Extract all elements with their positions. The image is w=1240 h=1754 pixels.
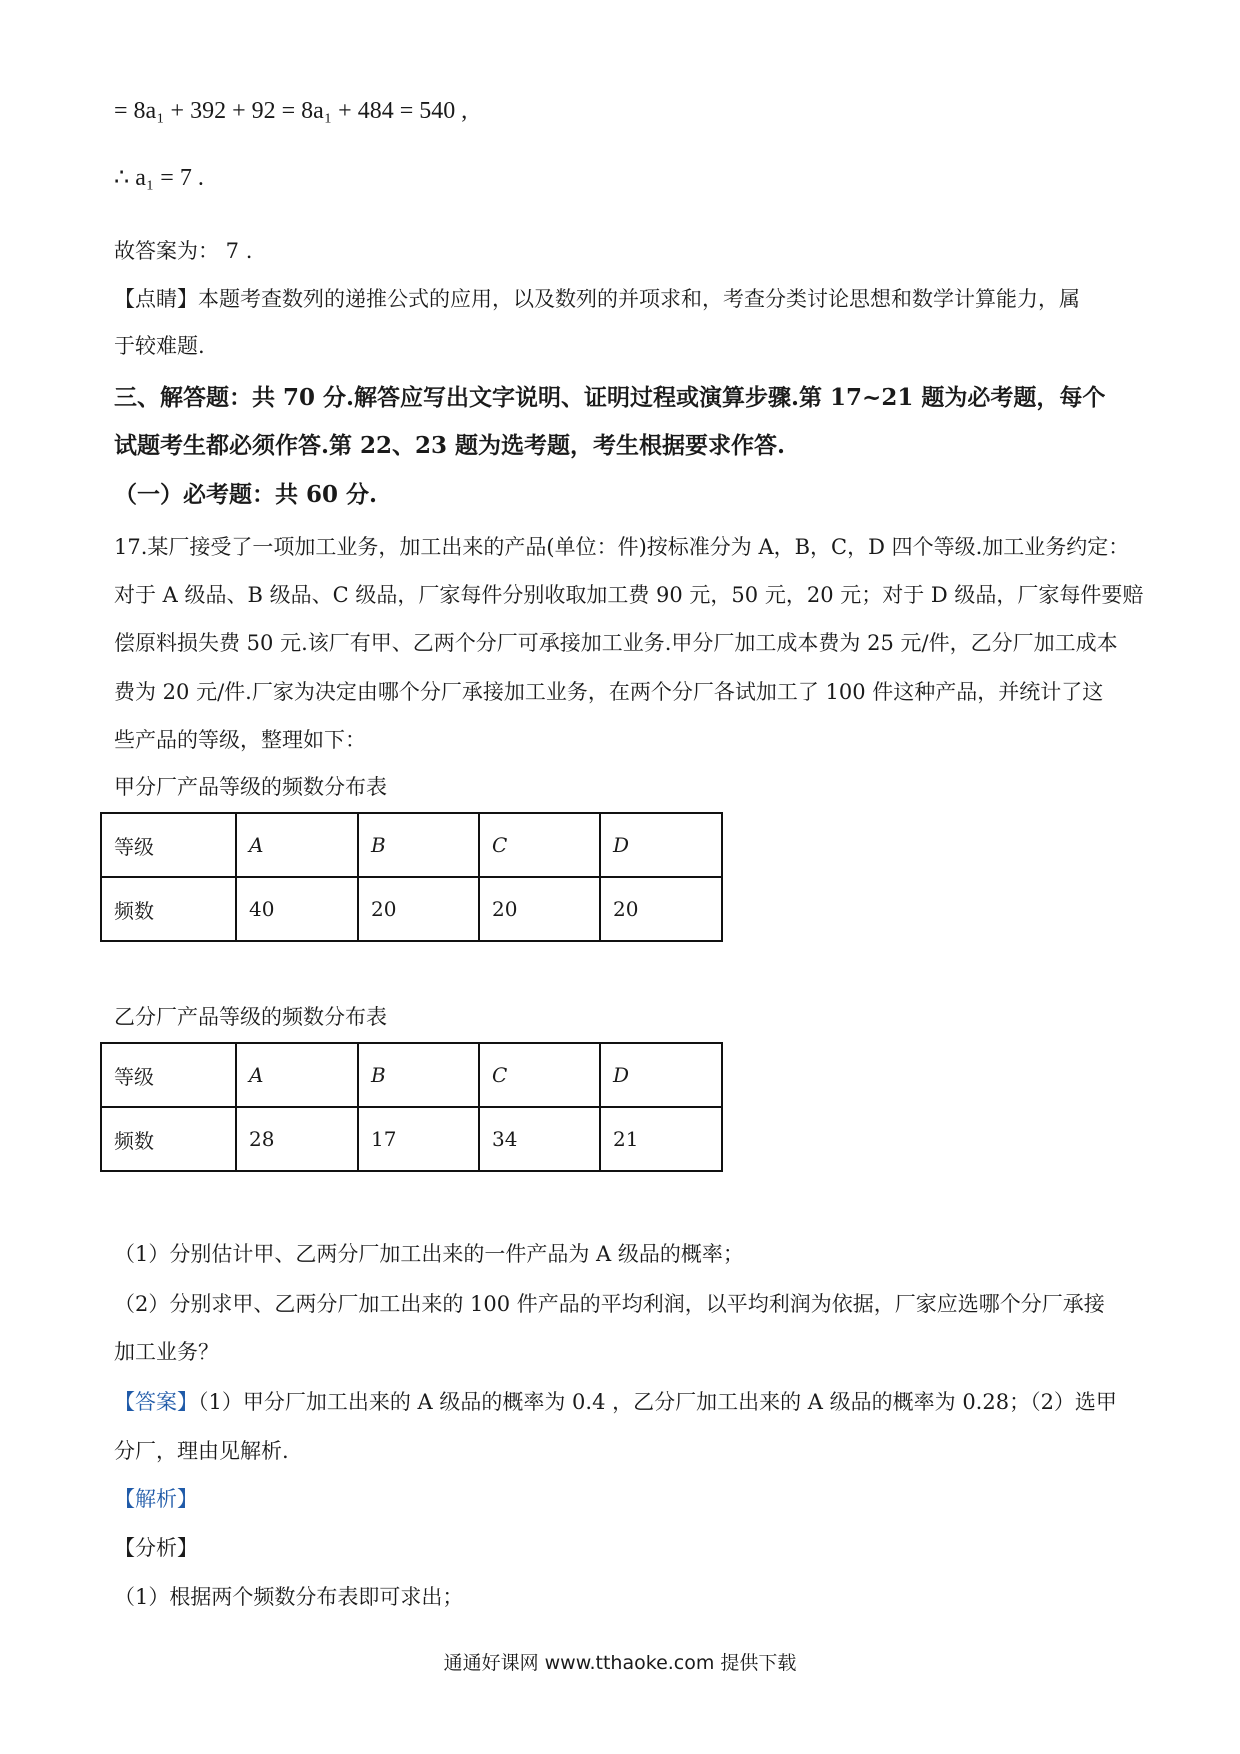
comment-line-1: 【点睛】本题考查数列的递推公式的应用，以及数列的并项求和，考查分类讨论思想和数学计算能力，属 <box>114 287 1080 311</box>
table-jia-caption: 甲分厂产品等级的频数分布表 <box>114 775 387 799</box>
table-cell: 频数 <box>101 877 236 941</box>
question-2-line-2: 加工业务？ <box>114 1340 219 1364</box>
problem-line-3: 偿原料损失费 50 元.该厂有甲、乙两个分厂可承接加工业务.甲分厂加工成本费为 25 元/件，乙分厂加工成本 <box>114 631 1118 655</box>
answer-line: 故答案为： 7 . <box>114 239 253 263</box>
table-cell: 17 <box>358 1107 479 1171</box>
calc-line-1: = 8a₁ + 392 + 92 = 8a₁ + 484 = 540 , <box>114 98 468 124</box>
section-heading-line-1: 三、解答题：共 70 分.解答应写出文字说明、证明过程或演算步骤.第 17~21 题为必考题，每个 <box>114 384 1106 411</box>
table-cell: 20 <box>600 877 722 941</box>
table-cell: C <box>479 813 600 877</box>
table-row <box>101 1043 722 1107</box>
table-yi <box>100 1042 723 1172</box>
table-jia <box>100 812 723 942</box>
table-row <box>101 877 722 941</box>
table-cell: 34 <box>479 1107 600 1171</box>
table-cell: A <box>236 813 358 877</box>
table-cell: 40 <box>236 877 358 941</box>
comment-line-2: 于较难题. <box>114 334 205 358</box>
problem-line-5: 些产品的等级，整理如下： <box>114 728 366 752</box>
question-1: （1）分别估计甲、乙两分厂加工出来的一件产品为 A 级品的概率； <box>114 1242 744 1266</box>
table-cell: 频数 <box>101 1107 236 1171</box>
table-row <box>101 1107 722 1171</box>
table-cell: 等级 <box>101 813 236 877</box>
calc-line-2: ∴ a₁ = 7 . <box>114 165 204 191</box>
table-cell: 等级 <box>101 1043 236 1107</box>
analysis-tag: 【解析】 <box>114 1487 198 1511</box>
table-cell: A <box>236 1043 358 1107</box>
table-cell: D <box>600 1043 722 1107</box>
table-cell: 28 <box>236 1107 358 1171</box>
table-cell: C <box>479 1043 600 1107</box>
problem-line-2: 对于 A 级品、B 级品、C 级品，厂家每件分别收取加工费 90 元，50 元，20 元；对于 D 级品，厂家每件要赔 <box>114 583 1144 607</box>
question-2-line-1: （2）分别求甲、乙两分厂加工出来的 100 件产品的平均利润，以平均利润为依据，厂家应选哪个分厂承接 <box>114 1292 1105 1316</box>
page-footer: 通通好课网 www.tthaoke.com 提供下载 <box>443 1652 797 1674</box>
problem-line-1: 17.某厂接受了一项加工业务，加工出来的产品(单位：件)按标准分为 A，B，C，D 四个等级.加工业务约定： <box>114 535 1130 559</box>
answer-tag: 【答案】 <box>114 1390 198 1414</box>
table-row <box>101 813 722 877</box>
answer-text: （1）甲分厂加工出来的 A 级品的概率为 0.4 ，乙分厂加工出来的 A 级品的概率为 0.28；（2）选甲 <box>198 1390 1117 1414</box>
table-cell: B <box>358 813 479 877</box>
section-subheading: （一）必考题：共 60 分. <box>114 481 378 508</box>
table-cell: B <box>358 1043 479 1107</box>
section-heading-line-2: 试题考生都必须作答.第 22、23 题为选考题，考生根据要求作答. <box>114 432 786 459</box>
solution-step-1: （1）根据两个频数分布表即可求出； <box>114 1585 464 1609</box>
table-cell: D <box>600 813 722 877</box>
table-cell: 20 <box>479 877 600 941</box>
answer-block-line-1 <box>114 1387 1126 1417</box>
table-yi-caption: 乙分厂产品等级的频数分布表 <box>114 1005 387 1029</box>
problem-line-4: 费为 20 元/件.厂家为决定由哪个分厂承接加工业务，在两个分厂各试加工了 100 件这种产品，并统计了这 <box>114 680 1104 704</box>
table-cell: 21 <box>600 1107 722 1171</box>
fenxi-tag: 【分析】 <box>114 1536 198 1560</box>
table-cell: 20 <box>358 877 479 941</box>
answer-block-line-2: 分厂，理由见解析. <box>114 1439 289 1463</box>
